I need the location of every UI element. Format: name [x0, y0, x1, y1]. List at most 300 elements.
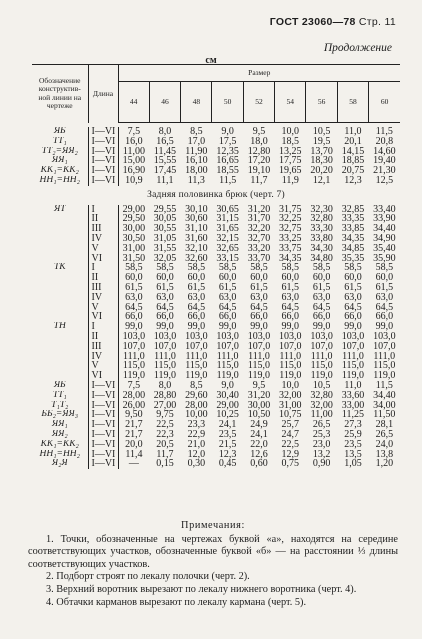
length-range: I—VI [88, 420, 118, 430]
table-cell: 111,0 [279, 351, 302, 362]
table-cell: 115,0 [310, 361, 333, 372]
size-header: 60 [369, 82, 400, 123]
table-cell: 21,30 [373, 166, 396, 176]
section-title: Задняя половинка брюк (черт. 7) [147, 189, 285, 200]
table-cell: 22,0 [250, 439, 268, 450]
table-cell: 23,5 [344, 439, 362, 450]
table-row [32, 450, 400, 460]
table-cell: 32,00 [310, 400, 333, 411]
table-cell: 11,5 [375, 127, 393, 137]
length-range: I [88, 322, 118, 332]
table-cell: 17,45 [153, 166, 177, 176]
size-header: 52 [243, 82, 274, 123]
table-cell: 119,0 [216, 371, 239, 381]
table-row [32, 273, 400, 283]
table-cell: 17,20 [247, 156, 271, 167]
table-cell: 9,75 [156, 410, 174, 421]
table-row [32, 137, 400, 147]
table-cell: 9,50 [125, 410, 143, 421]
table-cell: 58,5 [312, 263, 331, 274]
line-designation [32, 293, 88, 303]
table-cell: 0,90 [312, 459, 331, 470]
table-cell: 9,5 [252, 380, 266, 391]
table-cell: 9,0 [221, 380, 234, 391]
table-cell: 99,0 [312, 322, 331, 332]
length-range: VI [88, 312, 118, 322]
table-cell: 11,7 [250, 175, 268, 186]
line-designation: ЯБ [53, 127, 66, 136]
table-row [32, 234, 400, 244]
table-cell: 103,0 [153, 331, 177, 342]
continuation-label: Продолжение [323, 42, 392, 54]
measurement-table [32, 64, 400, 469]
table-cell: 111,0 [342, 351, 364, 362]
notes [28, 520, 398, 609]
line-designation: Т₁Т₂ [51, 400, 69, 410]
table-cell: 119,0 [341, 371, 365, 381]
table-cell: 60,0 [312, 273, 331, 283]
table-cell: 32,25 [279, 214, 302, 225]
table-cell: 31,50 [122, 253, 146, 264]
note-4: 4. Обтачки карманов вырезают по лекалу кармана (черт. 5). [46, 596, 307, 608]
table-cell: 0,45 [218, 459, 237, 470]
table-cell: 63,0 [281, 292, 300, 303]
table-cell: 63,0 [156, 292, 174, 303]
table-cell: 32,60 [185, 253, 208, 264]
table-cell: 11,0 [344, 127, 362, 137]
table-cell: 25,7 [281, 420, 300, 430]
table-cell: 28,00 [122, 390, 146, 401]
table-cell: 99,0 [218, 322, 237, 332]
table-cell: 66,0 [375, 312, 394, 323]
table-cell: 12,6 [250, 449, 268, 460]
table-cell: 103,0 [373, 331, 396, 342]
table-cell: 31,70 [247, 214, 271, 225]
table-cell: 27,3 [344, 420, 362, 430]
line-designation: ТН [53, 322, 66, 332]
line-designation [32, 214, 88, 224]
table-cell: 61,5 [250, 282, 268, 293]
table-cell: 66,0 [156, 312, 174, 323]
table-cell: 119,0 [247, 371, 271, 381]
table-cell: 34,35 [279, 253, 302, 264]
table-cell: 32,00 [279, 390, 302, 401]
table-cell: 111,0 [373, 351, 396, 362]
table-cell: 20,1 [344, 136, 362, 147]
table-cell: 99,0 [375, 322, 394, 332]
table-cell: 21,7 [125, 429, 143, 440]
table-cell: 11,5 [375, 380, 393, 391]
line-designation: ЯБ [53, 380, 66, 390]
line-designation [32, 342, 88, 352]
table-cell: 34,85 [341, 243, 365, 254]
table-cell: 30,50 [122, 233, 146, 244]
table-cell: 99,0 [187, 322, 206, 332]
table-cell: 7,5 [127, 127, 141, 137]
table-cell: 17,5 [218, 136, 237, 147]
length-range: I—VI [88, 410, 118, 420]
table-cell: 99,0 [250, 322, 268, 332]
length-range: I—VI [88, 166, 118, 176]
table-cell: 107,0 [279, 341, 302, 352]
table-cell: 18,5 [281, 136, 300, 147]
table-cell: 99,0 [125, 322, 143, 332]
table-cell: 63,0 [187, 292, 206, 303]
unit-label: см [205, 55, 217, 66]
table-cell: 22,9 [187, 429, 206, 440]
table-cell: 30,40 [216, 390, 239, 401]
table-cell: 61,5 [156, 282, 174, 293]
length-range: II [88, 214, 118, 224]
page-number: Стр. 11 [358, 16, 396, 28]
table-cell: 63,0 [375, 292, 394, 303]
line-designation: Я₂Я [51, 459, 68, 469]
table-cell: 60,0 [218, 273, 237, 283]
table-cell: 1,05 [344, 459, 362, 470]
line-designation [32, 361, 88, 371]
table-cell: 35,40 [373, 243, 396, 254]
table-cell: 31,10 [185, 224, 208, 234]
size-header: 56 [306, 82, 337, 123]
table-cell: 19,40 [373, 156, 396, 167]
table-cell: 9,5 [252, 127, 266, 137]
table-cell: 13,8 [375, 449, 394, 460]
line-designation: КК₁=КК₂ [40, 439, 79, 449]
table-cell: 29,50 [122, 214, 146, 225]
table-cell: 103,0 [185, 331, 208, 342]
table-cell: 23,5 [218, 429, 237, 440]
table-cell: 10,5 [312, 380, 331, 391]
line-designation: ЯЯ₁ [51, 420, 68, 430]
table-cell: 30,55 [153, 224, 177, 234]
table-cell: 60,0 [281, 273, 300, 283]
table-cell: 33,15 [216, 253, 239, 264]
table-cell: 61,5 [312, 282, 331, 293]
header-length: Длина [88, 65, 118, 123]
table-cell: 33,60 [341, 390, 365, 401]
table-cell: 26,5 [375, 429, 394, 440]
length-range: I—VI [88, 401, 118, 411]
table-cell: 11,90 [185, 146, 208, 157]
table-cell: 19,65 [279, 166, 302, 176]
length-range: III [88, 283, 118, 293]
table-cell: 1,20 [375, 459, 394, 470]
table-cell: 58,5 [187, 263, 206, 274]
table-cell: 35,90 [373, 253, 396, 264]
length-range: I—VI [88, 450, 118, 460]
table-cell: 18,30 [310, 156, 333, 167]
table-cell: 63,0 [312, 292, 331, 303]
table-row [32, 352, 400, 362]
table-cell: 66,0 [218, 312, 237, 323]
table-row [32, 440, 400, 450]
standard-number: ГОСТ 23060—78 [269, 16, 356, 28]
table-cell: 10,0 [281, 380, 300, 391]
table-cell: 20,0 [125, 439, 143, 450]
table-cell: 66,0 [312, 312, 331, 323]
table-row [32, 293, 400, 303]
table-cell: 12,80 [247, 146, 271, 157]
length-range: VI [88, 254, 118, 264]
table-cell: 63,0 [125, 292, 143, 303]
table-cell: 30,60 [185, 214, 208, 225]
table-cell: 12,1 [312, 175, 331, 186]
table-cell: 26,00 [122, 400, 146, 411]
table-row [32, 361, 400, 371]
table-cell: 14,60 [373, 146, 396, 157]
table-cell: 31,75 [279, 204, 302, 215]
table-cell: 66,0 [125, 312, 143, 323]
table-cell: 15,55 [153, 156, 177, 167]
table-cell: 58,5 [125, 263, 143, 274]
length-range: IV [88, 293, 118, 303]
table-cell: 11,1 [156, 175, 174, 186]
table-cell: 33,85 [341, 224, 365, 234]
table-cell: 111,0 [154, 351, 176, 362]
length-range: IV [88, 352, 118, 362]
table-cell: 10,75 [279, 410, 302, 421]
table-cell: 27,00 [153, 400, 177, 411]
length-range: I—VI [88, 381, 118, 391]
line-designation: ТТ₁ [52, 136, 67, 146]
line-designation [32, 312, 88, 322]
table-cell: 11,0 [344, 380, 362, 391]
line-designation [32, 371, 88, 381]
table-row [32, 127, 400, 137]
table-row [32, 244, 400, 254]
table-cell: 29,00 [216, 400, 239, 411]
table-cell: 107,0 [247, 341, 271, 352]
table-cell: 119,0 [279, 371, 302, 381]
table-cell: 31,55 [153, 243, 177, 254]
table-row [32, 420, 400, 430]
table-cell: 33,25 [279, 233, 302, 244]
size-header: 48 [181, 82, 212, 123]
table-row [32, 410, 400, 420]
table-cell: 16,5 [156, 136, 174, 147]
line-designation [32, 283, 88, 293]
table-cell: 10,5 [312, 127, 331, 137]
table-row [32, 176, 400, 186]
size-header: 44 [118, 82, 149, 123]
size-header: 54 [275, 82, 306, 123]
table-cell: 103,0 [341, 331, 365, 342]
line-designation: НН₁=НН₂ [39, 175, 80, 185]
table-cell: 13,25 [279, 146, 302, 157]
table-cell: 16,90 [122, 166, 146, 176]
table-cell: 103,0 [247, 331, 271, 342]
table-cell: 31,60 [185, 233, 208, 244]
table-cell: 66,0 [281, 312, 300, 323]
table-cell: 63,0 [218, 292, 237, 303]
table-row [32, 224, 400, 234]
table-cell: 30,05 [153, 214, 177, 225]
length-range: I [88, 263, 118, 273]
table-cell: 58,5 [250, 263, 268, 274]
table-row [32, 401, 400, 411]
length-range: I—VI [88, 459, 118, 469]
table-cell: 24,1 [250, 429, 268, 440]
length-range: V [88, 303, 118, 313]
table-cell: 107,0 [185, 341, 208, 352]
table-cell: 60,0 [250, 273, 268, 283]
table-cell: 32,05 [153, 253, 177, 264]
table-row [32, 322, 400, 332]
table-cell: 11,7 [156, 449, 174, 460]
table-cell: 10,50 [247, 410, 271, 421]
table-cell: 61,5 [344, 282, 362, 293]
table-cell: 34,40 [373, 224, 396, 234]
table-cell: 33,40 [373, 204, 396, 215]
table-cell: 119,0 [185, 371, 208, 381]
length-range: II [88, 332, 118, 342]
table-cell: 23,3 [187, 420, 206, 430]
table-cell: 32,30 [310, 204, 333, 215]
table-cell: 61,5 [218, 282, 237, 293]
table-cell: 22,5 [281, 439, 300, 450]
table-cell: 111,0 [310, 351, 333, 362]
table-cell: 32,65 [216, 243, 239, 254]
table-cell: 7,5 [127, 380, 141, 391]
table-cell: 103,0 [122, 331, 146, 342]
table-cell: 33,70 [247, 253, 271, 264]
table-cell: 119,0 [122, 371, 145, 381]
table-cell: 103,0 [310, 331, 333, 342]
table-cell: 107,0 [310, 341, 333, 352]
line-designation: ЯЯ₁ [51, 156, 68, 166]
table-cell: 12,9 [281, 449, 300, 460]
table-cell: 14,15 [341, 146, 365, 157]
table-row [32, 459, 400, 469]
table-cell: 28,1 [375, 420, 394, 430]
table-cell: 64,5 [375, 302, 394, 313]
table-cell: 119,0 [373, 371, 396, 381]
line-designation: ББ₂=ЯЯ₃ [41, 410, 79, 420]
table-cell: 30,00 [122, 224, 146, 234]
table-cell: 31,05 [153, 233, 177, 244]
table-cell: 107,0 [341, 341, 365, 352]
table-cell: 34,30 [310, 243, 333, 254]
table-cell: 18,85 [341, 156, 365, 167]
table-cell: 30,65 [216, 204, 239, 215]
table-cell: 32,80 [310, 214, 333, 225]
table-cell: 58,5 [156, 263, 174, 274]
table-cell: 115,0 [247, 361, 271, 372]
length-range: V [88, 244, 118, 254]
table-cell: 103,0 [279, 331, 302, 342]
table-cell: 11,25 [341, 410, 365, 421]
table-cell: 32,80 [310, 390, 333, 401]
length-range: I—VI [88, 430, 118, 440]
table-cell: 63,0 [344, 292, 362, 303]
table-cell: 11,50 [373, 410, 396, 421]
length-range: I—VI [88, 156, 118, 166]
table-cell: 33,35 [341, 214, 365, 225]
table-cell: 58,5 [281, 263, 300, 274]
table-cell: 35,35 [341, 253, 365, 264]
table-cell: 115,0 [216, 361, 239, 372]
table-cell: 12,5 [375, 175, 394, 186]
table-cell: 31,65 [216, 224, 239, 234]
line-designation [32, 254, 88, 264]
length-range: I—VI [88, 391, 118, 401]
table-cell: 25,9 [344, 429, 362, 440]
table-cell: 66,0 [187, 312, 206, 323]
table-cell: 34,35 [341, 233, 365, 244]
table-cell: 9,0 [221, 127, 234, 137]
line-designation: ТТ₁ [52, 390, 67, 400]
table-cell: 11,5 [219, 175, 237, 186]
table-cell: 25,3 [312, 429, 331, 440]
table-cell: 32,15 [216, 233, 239, 244]
table-cell: 29,55 [153, 204, 177, 215]
table-cell: 119,0 [310, 371, 333, 381]
table-cell: 99,0 [344, 322, 362, 332]
table-cell: 28,80 [153, 390, 177, 401]
table-cell: 15,00 [122, 156, 146, 167]
table-row [32, 205, 400, 215]
table-cell: 115,0 [185, 361, 208, 372]
table-cell: 34,80 [310, 253, 333, 264]
table-cell: 61,5 [375, 282, 394, 293]
table-cell: 31,00 [279, 400, 302, 411]
table-row [32, 342, 400, 352]
line-designation [32, 352, 88, 362]
table-cell: 60,0 [125, 273, 143, 283]
table-cell: 31,20 [247, 204, 271, 215]
table-cell: 58,5 [375, 263, 394, 274]
table-cell: 10,0 [281, 127, 300, 137]
table-cell: 12,0 [187, 449, 206, 460]
table-cell: 34,00 [373, 400, 396, 411]
line-designation [32, 303, 88, 313]
table-cell: 11,45 [153, 146, 177, 157]
table-row [32, 391, 400, 401]
table-cell: 23,0 [312, 439, 331, 450]
table-row [32, 214, 400, 224]
table-cell: 107,0 [216, 341, 239, 352]
table-cell: 13,70 [310, 146, 333, 157]
table-cell: 13,5 [344, 449, 362, 460]
table-cell: 33,75 [279, 243, 302, 254]
table-row [32, 147, 400, 157]
length-range: I—VI [88, 147, 118, 157]
table-cell: 19,10 [247, 166, 271, 176]
table-cell: 24,0 [375, 439, 394, 450]
table-cell: 29,60 [185, 390, 208, 401]
line-designation: НН₁=НН₂ [39, 449, 80, 459]
table-cell: 0,60 [250, 459, 268, 470]
line-designation: ЯЯ₂ [51, 429, 68, 439]
note-1: 1. Точки, обозначенные на чертежах буквой «а», находятся на середине соответствующих участков, обозначенные буквой «б» — на расстоянии ⅓ длины соответствующих участков. [28, 533, 398, 570]
table-cell: 111,0 [216, 351, 239, 362]
table-cell: 11,9 [281, 175, 299, 186]
table-cell: 107,0 [122, 341, 146, 352]
table-cell: 61,5 [281, 282, 300, 293]
table-cell: 58,5 [344, 263, 362, 274]
table-cell: 60,0 [187, 273, 206, 283]
table-row [32, 371, 400, 381]
table-row [32, 303, 400, 313]
table-cell: 33,30 [310, 224, 333, 234]
table-cell: 34,90 [373, 233, 396, 244]
table-cell: 10,9 [125, 175, 143, 186]
length-range: IV [88, 234, 118, 244]
table-cell: 24,9 [250, 420, 268, 430]
table-cell: 31,15 [216, 214, 239, 225]
table-cell: 64,5 [344, 302, 362, 313]
table-cell: 16,0 [125, 136, 143, 147]
